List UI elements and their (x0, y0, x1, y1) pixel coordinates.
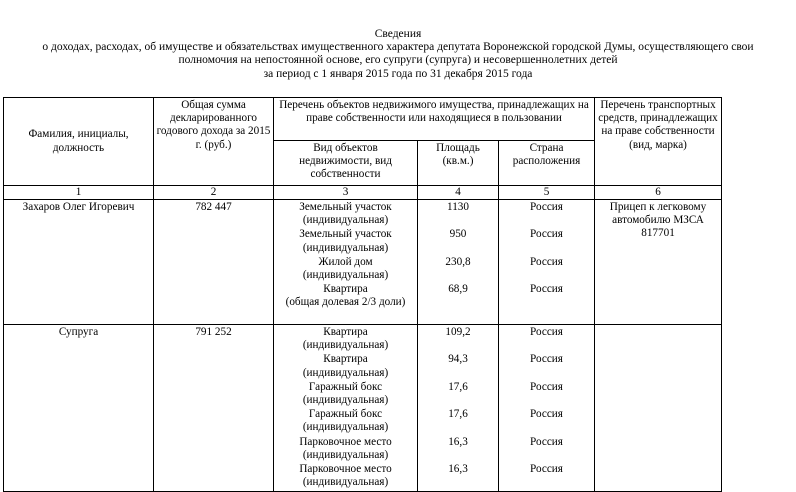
property-area: 230,8 (445, 255, 471, 268)
col-header-property-group: Перечень объектов недвижимого имущества, принадлежащих на праве собственности или находящиеся в пользовании (274, 98, 595, 141)
property-type (276, 408, 415, 435)
property-area: 1130 (447, 201, 469, 213)
property-area: 17,6 (448, 380, 468, 393)
declaration-table (3, 97, 722, 492)
col-header-area: Площадь (кв.м.) (418, 141, 499, 186)
property-ownership: (индивидуальная) (302, 241, 389, 254)
col-header-name: Фамилия, инициалы, должность (4, 98, 154, 186)
col-number: 4 (418, 186, 499, 200)
property-area: 109,2 (445, 326, 471, 338)
property-type-name: Гаражный бокс (308, 380, 383, 393)
property-area: 94,3 (448, 353, 468, 366)
property-country: Россия (530, 255, 563, 268)
col-number: 2 (154, 186, 274, 200)
property-type-name: Земельный участок (299, 228, 392, 241)
property-area: 16,3 (448, 435, 468, 448)
property-type-name: Парковочное место (299, 435, 392, 448)
vehicles-cell (595, 325, 722, 492)
property-country-cell (499, 200, 595, 325)
property-country: Россия (530, 228, 563, 241)
property-ownership: (индивидуальная) (302, 393, 389, 406)
header-title: Сведения (374, 28, 422, 40)
property-area: 17,6 (448, 408, 468, 421)
document-header (0, 28, 796, 81)
property-ownership: (индивидуальная) (302, 448, 389, 461)
property-ownership: (индивидуальная) (302, 366, 389, 379)
property-type-name: Земельный участок (299, 201, 392, 213)
vehicles-cell: Прицеп к легковому автомобилю МЗСА 817701 (595, 200, 722, 325)
property-type-cell (274, 325, 418, 492)
property-area: 950 (449, 228, 467, 241)
header-line-3: за период с 1 января 2015 года по 31 декабря 2015 года (263, 67, 533, 80)
col-number: 3 (274, 186, 418, 200)
property-type (276, 463, 415, 490)
property-ownership: (индивидуальная) (302, 214, 389, 227)
property-type-name: Жилой дом (318, 255, 373, 268)
property-type-name: Гаражный бокс (308, 408, 383, 421)
table-header-row (4, 98, 722, 141)
col-number: 1 (4, 186, 154, 200)
table-row (4, 200, 722, 325)
col-header-vehicles: Перечень транспортных средств, принадлежащих на праве собственности (вид, марка) (595, 98, 722, 186)
col-number: 6 (595, 186, 722, 200)
property-type (276, 436, 415, 463)
declared-income: 782 447 (154, 200, 274, 325)
property-type (276, 256, 415, 283)
property-country: Россия (530, 380, 563, 393)
property-area: 68,9 (448, 283, 468, 296)
property-type-name: Квартира (323, 353, 368, 366)
property-type (276, 228, 415, 255)
property-country: Россия (530, 283, 563, 296)
property-country: Россия (530, 201, 563, 213)
property-ownership: (индивидуальная) (302, 268, 389, 281)
property-area: 16,3 (448, 462, 468, 475)
property-area-cell (418, 325, 499, 492)
header-line-2: полномочия на непостоянной основе, его супруги (супруга) и несовершеннолетних детей (178, 54, 618, 67)
property-type (276, 283, 415, 310)
property-type (276, 381, 415, 408)
property-type-name: Парковочное место (299, 462, 392, 475)
property-ownership: (общая долевая 2/3 доли) (285, 296, 406, 309)
person-name: Захаров Олег Игоревич (4, 200, 154, 325)
property-country-cell (499, 325, 595, 492)
declared-income: 791 252 (154, 325, 274, 492)
property-country: Россия (530, 462, 563, 475)
property-type-cell (274, 200, 418, 325)
person-name: Супруга (4, 325, 154, 492)
col-number: 5 (499, 186, 595, 200)
header-line-1: о доходах, расходах, об имуществе и обязательствах имущественного характера депутата Воронежской городской Думы, осуществляющего свои (42, 41, 754, 54)
col-header-country: Страна расположения (499, 141, 595, 186)
property-country: Россия (530, 353, 563, 366)
property-type-name: Квартира (323, 326, 368, 338)
property-ownership: (индивидуальная) (302, 476, 389, 489)
property-type (276, 201, 415, 228)
col-header-income: Общая сумма декларированного годового дохода за 2015 г. (руб.) (154, 98, 274, 186)
table-row (4, 325, 722, 492)
col-header-type: Вид объектов недвижимости, вид собственности (274, 141, 418, 186)
property-type (276, 326, 415, 353)
property-country: Россия (530, 435, 563, 448)
property-country: Россия (530, 408, 563, 421)
property-area-cell (418, 200, 499, 325)
property-country: Россия (530, 326, 563, 338)
property-type-name: Квартира (323, 283, 368, 296)
property-ownership: (индивидуальная) (302, 339, 389, 352)
property-ownership: (индивидуальная) (302, 421, 389, 434)
property-type (276, 353, 415, 380)
column-numbers-row (4, 186, 722, 200)
